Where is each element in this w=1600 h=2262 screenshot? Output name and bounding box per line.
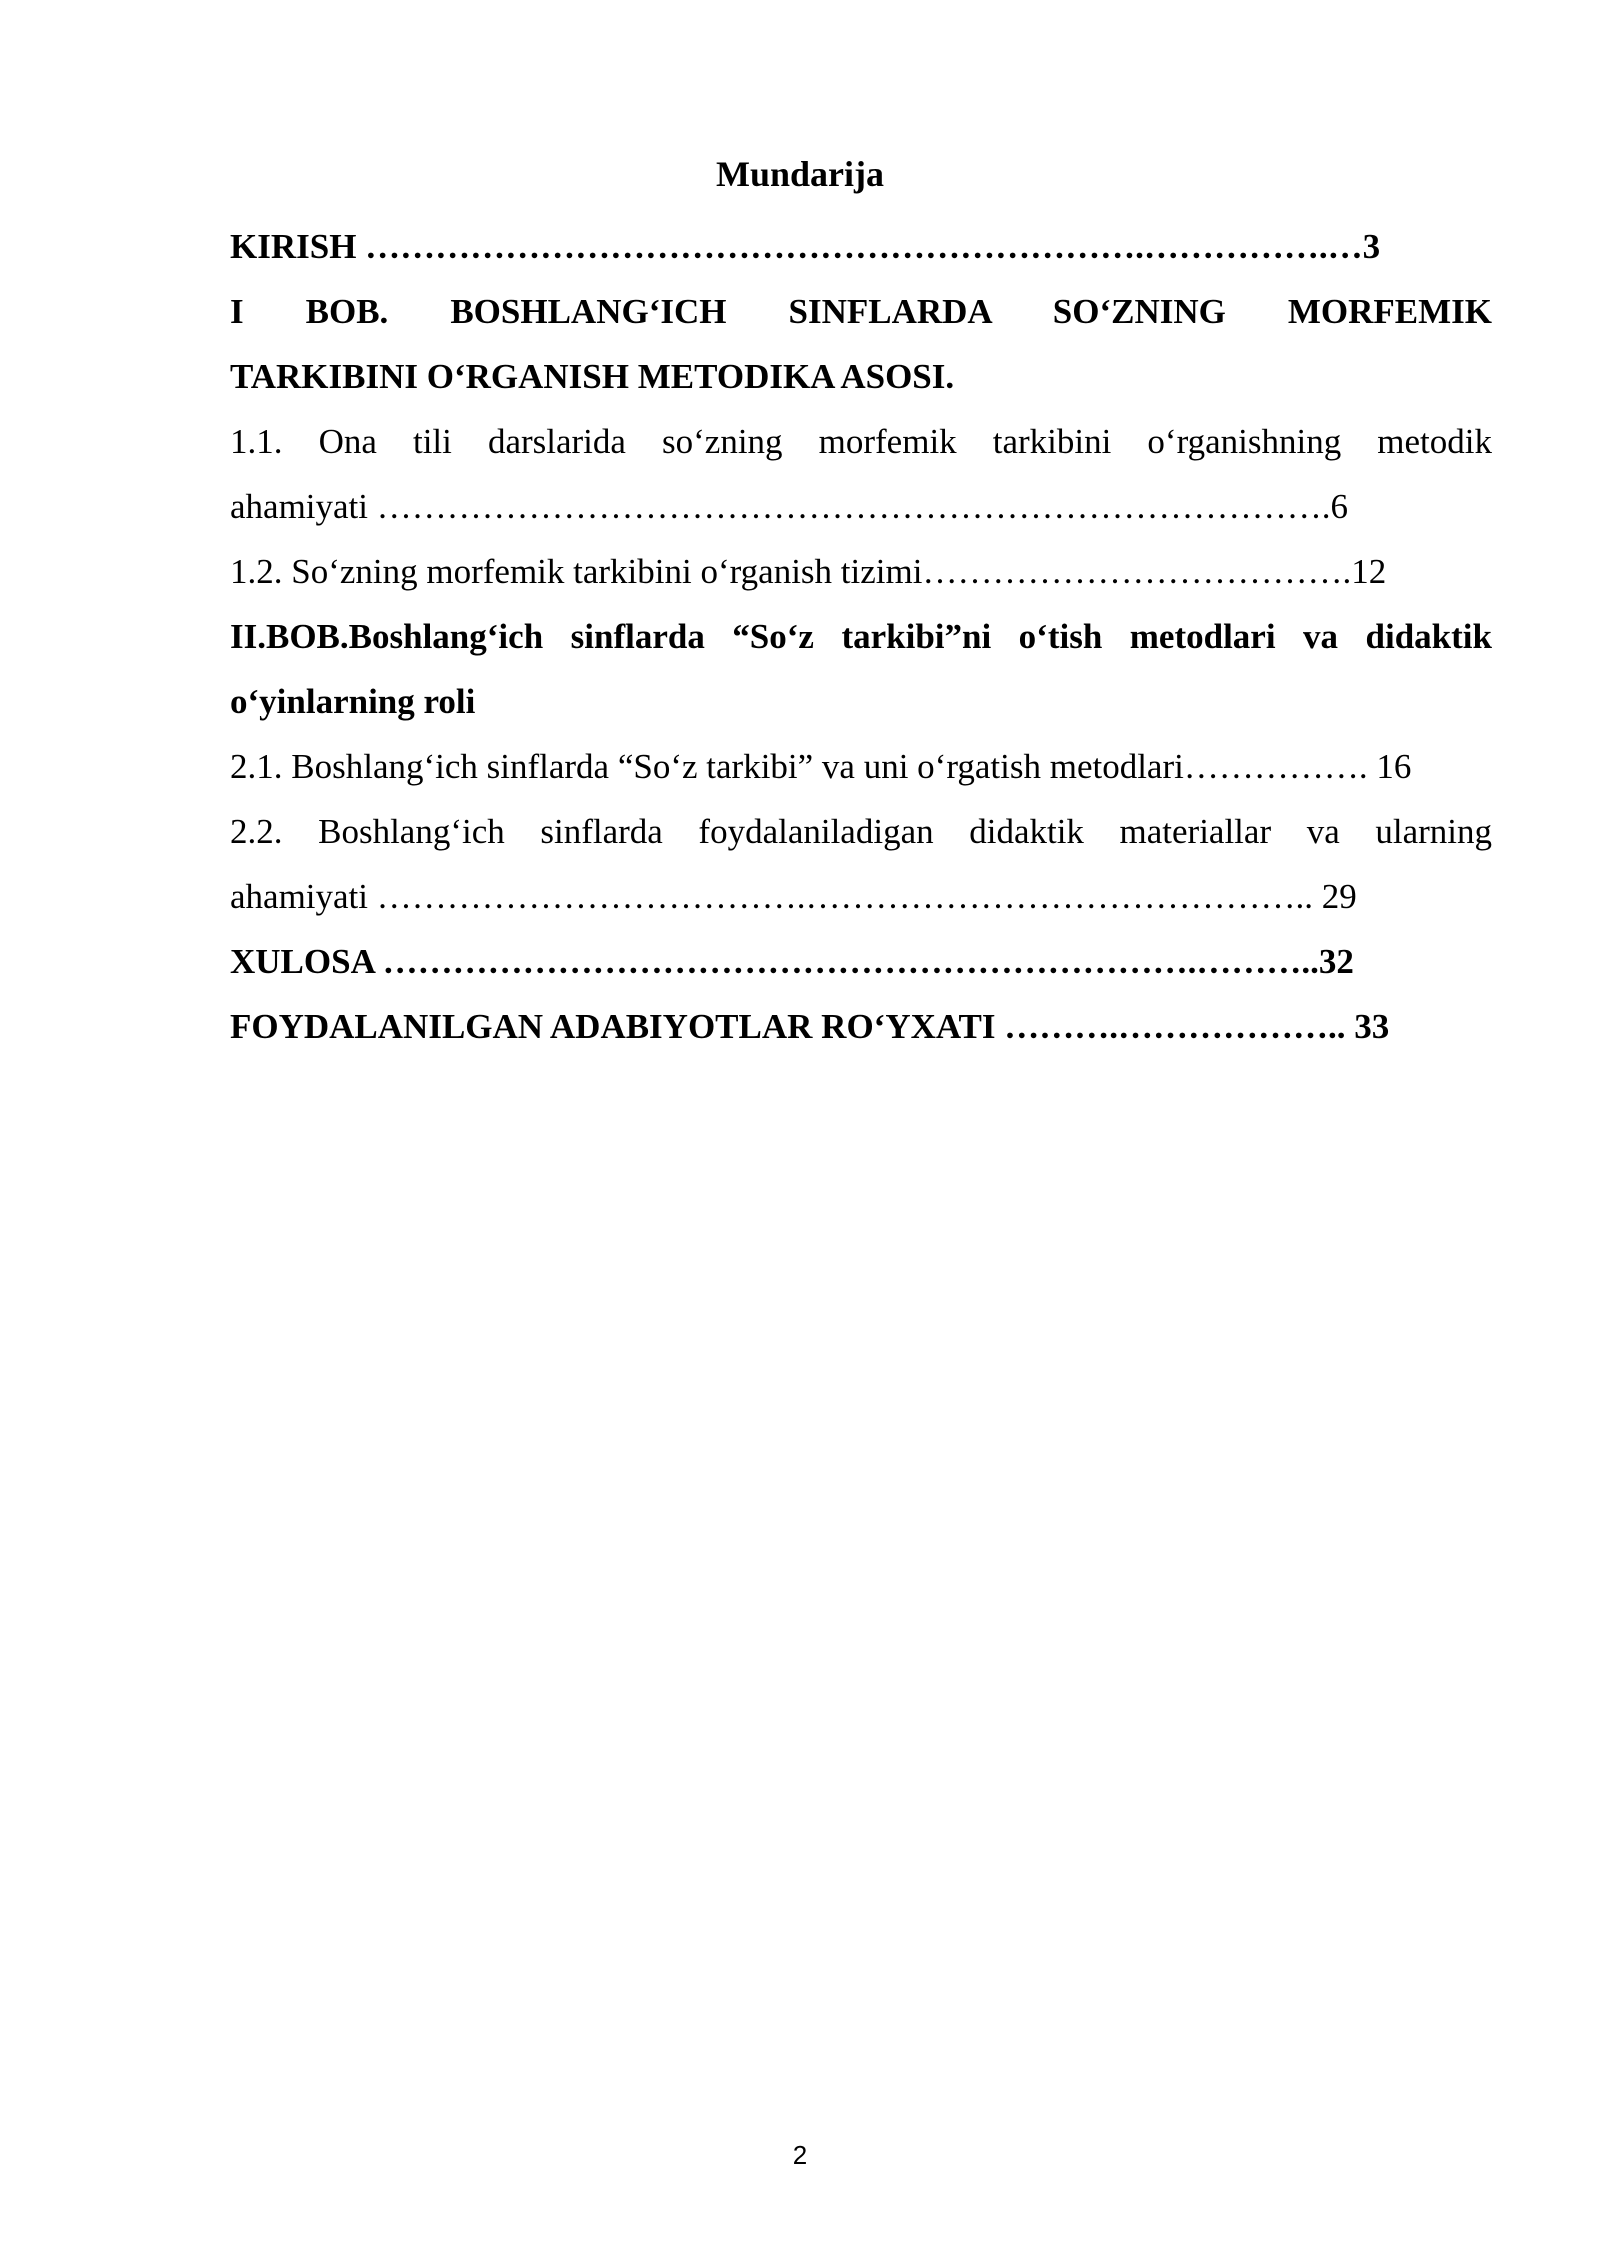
toc-section-1-2: 1.2. So‘zning morfemik tarkibini o‘rganish tizimi……………………………….12 (230, 552, 1387, 591)
toc-section-1-1-line-2: ahamiyati ……………………………………………………………………….6 (230, 487, 1349, 526)
toc-chapter-1-line-1: I BOB. BOSHLANG‘ICH SINFLARDA SO‘ZNING MORFEMIK (230, 292, 1492, 331)
toc-section-1-1-line-1: 1.1. Ona tili darslarida so‘zning morfemik tarkibini o‘rganishning metodik (230, 422, 1492, 461)
toc-chapter-1-line-2: TARKIBINI O‘RGANISH METODIKA ASOSI. (230, 357, 955, 396)
toc-chapter-2-line-1: II.BOB.Boshlang‘ich sinflarda “So‘z tarkibi”ni o‘tish metodlari va didaktik (230, 617, 1492, 656)
table-of-contents (230, 214, 1492, 1059)
toc-section-2-1: 2.1. Boshlang‘ich sinflarda “So‘z tarkibi” va uni o‘rgatish metodlari……………. 16 (230, 747, 1412, 786)
toc-chapter-2-line-2: o‘yinlarning roli (230, 682, 476, 721)
toc-section-2-2-line-1: 2.2. Boshlang‘ich sinflarda foydalaniladigan didaktik materiallar va ularning (230, 812, 1492, 851)
page-number: 2 (792, 2140, 808, 2170)
toc-section-2-2-line-2: ahamiyati ……………………………….…………………………………….. 29 (230, 877, 1357, 916)
toc-entry-xulosa: XULOSA …………………………………………………………….………..32 (230, 942, 1354, 981)
toc-title: Mundarija (715, 154, 884, 194)
toc-entry-adabiyotlar: FOYDALANILGAN ADABIYOTLAR RO‘YXATI ……….……………….. 33 (230, 1007, 1390, 1046)
toc-entry-kirish: KIRISH ………………………………………………………….…………….…3 (230, 227, 1381, 266)
